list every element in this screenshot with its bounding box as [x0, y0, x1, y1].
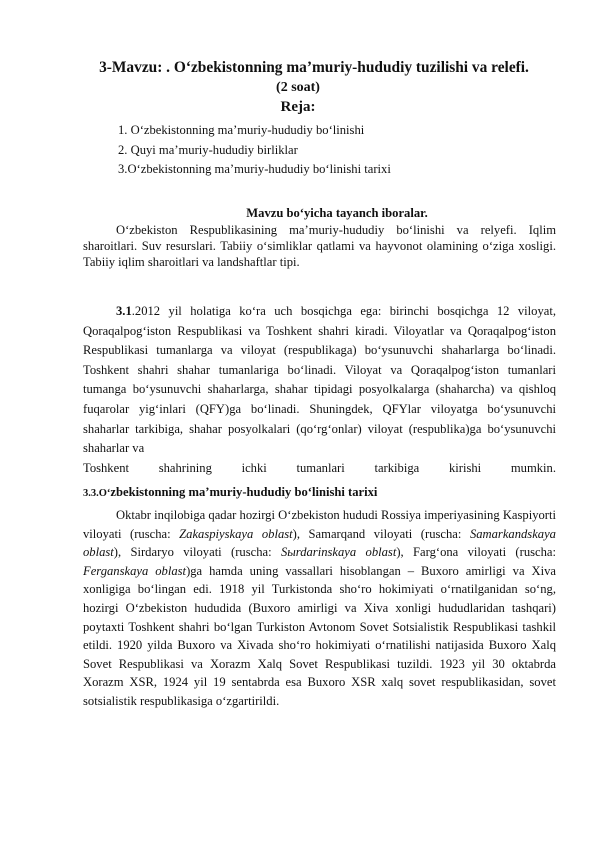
section3-text-a: Oktabr inqilobiga qadar hozirgi O‘zbekiston hududi Rossiya imperiyasining Kaspiyorti viloyati (ruscha: — [83, 508, 556, 541]
section3-heading — [83, 484, 377, 502]
section1-number: 3.1 — [116, 304, 132, 318]
section3-prefix: 3.3.O‘ — [83, 488, 111, 499]
keywords-text: O‘zbekiston Respublikasining ma’muriy-hududiy bo‘linishi va relyefi. Iqlim sharoitlari. Suv resurslari. Tabiiy o‘simliklar qatlami va hayvonot olamining o‘ziga xosligi. Tabiiy iqlim sharoitlari va landshaftlar tipi. — [83, 223, 556, 269]
section3-italic-3: Sыrdarinskaya oblast — [280, 545, 397, 560]
keywords-heading: Mavzu bo‘yicha tayanch iboralar. — [246, 206, 428, 220]
plan-item: 2. Quyi ma’muriy-hududiy birliklar — [118, 142, 298, 157]
section3-text-d: ), Farg‘ona viloyati (ruscha: — [396, 545, 556, 560]
page-title: 3-Mavzu: . O‘zbekistonning ma’muriy-hududiy tuzilishi va relefi. — [99, 59, 529, 76]
section3-heading-text: zbekistonning ma’muriy-hududiy bo‘linishi tarixi — [110, 485, 378, 499]
section3-italic-2: Samarkandskaya oblast — [83, 526, 556, 560]
section3-paragraph — [83, 506, 556, 711]
section3-text-e: )ga hamda uning vassallari hisoblangan – Buxoro amirligi va Xiva xonligiga bo‘lingan edi. 1918 yil Turkistonda sho‘ro hokimiyati o‘rnatilganidan so‘ng, hozirgi O‘zbekiston hududida (Buxoro amirligi va Xiva xonligi hududlaridan tashqari) poytaxti Toshkent shahri bo‘lgan Turkiston Avtonom Sovet Sotsialistik Respublikasi tashkil etildi. 1920 yilda Buxoro va Xivada sho‘ro hokimiyati o‘rnatilishi natijasida Buxoro Xalq Sovet Respublikasi va Xorazm Xalq Sovet Respublikasi tuzildi. 1923 yil 30 oktabrda Xorazm XSR, 1924 yil 19 sentabrda esa Buxoro XSR xalq sovet respublikasidan, sovet sotsialistik respublikasiga o‘zgartirildi. — [83, 563, 556, 708]
section1-paragraph — [83, 302, 556, 478]
plan-item: 3.O‘zbekistonning ma’muriy-hududiy bo‘linishi tarixi — [118, 162, 391, 176]
section1-last-line: Toshkent shahrining ichki tumanlari tarkibiga kirishi mumkin. — [83, 460, 556, 475]
plan-list — [118, 121, 391, 180]
section3-text-b: ), Samarqand viloyati (ruscha: — [292, 526, 470, 541]
section3-text-c: ), Sirdaryo viloyati (ruscha: — [113, 545, 281, 560]
section3-italic-1: Zakaspiyskaya oblast — [179, 526, 293, 541]
section3-italic-4: Ferganskaya oblast — [83, 563, 187, 578]
plan-heading: Reja: — [280, 99, 316, 115]
hours-label: (2 soat) — [276, 80, 320, 95]
keywords-paragraph — [83, 223, 556, 270]
section1-text: .2012 yil holatiga ko‘ra uch bosqichga ega: birinchi bosqichga 12 viloyat, Qoraqalpog‘iston Respublikasi va Toshkent shahri kiradi. Viloyatlar va Qoraqalpog‘iston Respublikasi tumanlarga va viloyat (respublikaga) bo‘ysunuvchi shaharlarga bo‘linadi. Toshkent shahri shahar tumanlariga bo‘linadi. Viloyat va Qoraqalpog‘iston tumanlari tumanga bo‘ysunuvchi shaharlarga, shahar tipidagi posyolkalarga (shaharcha) va qishloq fuqarolar yig‘inlari (QFY)ga bo‘linadi. Shuningdek, QFYlar viloyatga bo‘ysunuvchi shaharlar tarkibiga, shahar posyolkalari (qo‘rg‘onlar) viloyat (respublika)ga bo‘ysunuvchi shaharlar va — [83, 304, 556, 456]
plan-item: 1. O‘zbekistonning ma’muriy-hududiy bo‘linishi — [118, 123, 365, 137]
